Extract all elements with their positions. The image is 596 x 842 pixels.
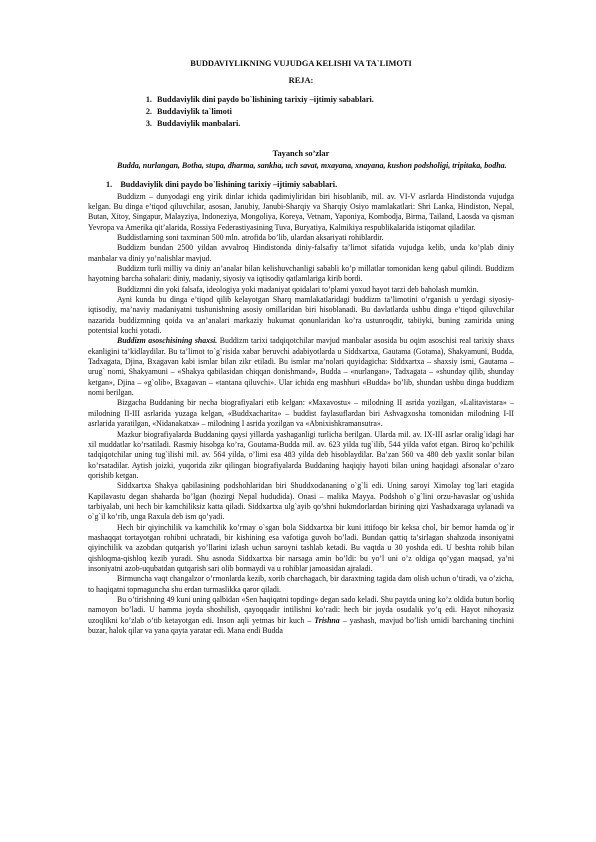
keywords-heading: Tayanch so’zlar — [272, 149, 330, 158]
paragraph-text: – yashash, mavjud bo’lish umidi barchaning tinchini buzar, halok qilar va yana qayta yaratar edi. Mana endi Budda — [88, 615, 514, 636]
paragraph: Buddistlarning soni taxminan 500 mln. atrofida bo’lib, ulardan aksariyati rohiblardir. — [117, 232, 384, 242]
plan-item: 1. Buddaviylik dini paydo bo`lishining tarixiy –ijtimiy sabablari. — [154, 94, 514, 106]
plan-list — [88, 94, 514, 130]
paragraph: Hech bir qiyinchilik va kamchilik ko’rmay o`sgan bola Siddxartxa bir kuni ittifoqo bir keksa chol, bir bemor hamda og`ir mashaqqat tortayotgan rohibni uchratadi, bir kishining esa vafotiga guvoh bo’ladi. Bundan qattiq ta’sirlagan shahzoda insoniyatni qiyinchilik va azobdan qutqarish yo’llarini izlash uchun saroyni tashlab ketadi. Bu vaqtda u 30 yoshda edi. U beshta rohib bilan qishloqma-qishloq kezib yuradi. Shu asnoda Siddxartxa bir narsaga amin bo’ldi: bu yo’l uni o’z oldiga qo’ygan maqsad, ya’ni insoniyatni azob-uqubatdan qutqarish sari olib bormaydi va u rohiblar jamoasidan ajraladi. — [88, 522, 514, 573]
paragraph: Buddizm bundan 2500 yildan avvalroq Hindistonda diniy-falsafiy ta’limot sifatida vujudga kelib, unda ko’plab diniy manbalar va diniy yo’nalishlar mavjud. — [88, 243, 514, 263]
section-heading: 1. Buddaviylik dini paydo bo`lishining tarixiy –ijtimiy sabablari. — [106, 179, 338, 189]
paragraph: Buddizmni din yoki falsafa, ideologiya yoki madaniyat qoidalari to’plami yoxud hayot tarzi deb baholash mumkin. — [117, 284, 479, 294]
paragraph-text: Buddizm tarixi tadqiqotchilar mavjud manbalar asosida bu oqim asoschisi real tarixiy shaxs ekanligini ta’kidlaydilar. Bu ta’limot to`g`risida xabar beruvchi adabiyotlarda u Siddxartxa, Gautama (Gotama), Shakyamuni, Budda, Tadxagata, Djina, Bxagavan kabi ismlar bilan zikr etiladi. Bu ismlar ma’nolari quyidagicha: Siddxartxa – shaxsiy ismi, Gautama – urug` nomi, Shakyamuni – «Shakya qabilasidan chiqqan donishmand», Budda – «nurlangan», Tadxagata – «shunday qilib, shunday ketgan», Djina – «g`olib», Bxagavan – «tantana qiluvchi». Ular ichida eng mashhuri «Budda» bo’lib, shundan ushbu dinga buddizm nomi berilgan. — [88, 336, 514, 398]
paragraph — [88, 336, 514, 398]
paragraph: Bizgacha Buddaning bir necha biografiyalari etib kelgan: «Maxavostu» – milodning II asrida yozilgan, «Lalitavistara» – milodning II-III asrlarida yuzaga kelgan, «Buddxacharita» – buddist faylasuflardan biri Ashvagxosha tomonidan milodning I-II asrlarida yaratilgan, «Nidanakatxa» – milodning I asrida yozilgan va «Abnixishkramansutra». — [88, 398, 514, 429]
paragraph: Birmuncha vaqt changalzor o’rmonlarda kezib, xorib charchagach, bir daraxtning tagida dam olish uchun o’tiradi, va o’zicha, to haqiqatni topmaguncha shu erdan turmaslikka qaror qiladi. — [88, 574, 514, 594]
paragraph: Buddizm turli milliy va diniy an’analar bilan kelishuvchanligi sababli ko’p millatlar tomonidan keng qabul qilindi. Buddizm hayotning barcha sohalari: diniy, madaniy, siyosiy va iqtisodiy qatlamlariga kirib bordi. — [88, 264, 514, 284]
plan-heading: REJA: — [288, 76, 314, 85]
document-body — [88, 58, 514, 636]
plan-item: 2. Buddaviylik ta`limoti — [154, 106, 514, 118]
paragraph: Mazkur biografiyalarda Buddaning qaysi yillarda yashaganligi turlicha berilgan. Ularda mil. av. IX-III asrlar oralig`idagi har xil muddatlar ko’rsatiladi. Rasmiy hisobga ko’ra, Goutama-Budda mil. av. 623 yilda tug`ilib, 544 yilda vafot etgan. Biroq ko’pchilik tadqiqotchilar uning tug`ilishi mil. av. 564 yilda, o’limi esa 483 yilda deb hisoblaydilar. Ba’zan 560 va 480 deb yaxlit sonlar bilan ko’rsatadilar. Aytish joizki, yuqorida zikr qilingan biografiyalarda Buddaning haqiqiy hayoti bilan uning haqidagi afsonalar o’zaro qorishib ketgan. — [88, 429, 514, 480]
paragraph: Siddxartxa Shakya qabilasining podshohlaridan biri Shuddxodananing o`g`li edi. Uning saroyi Ximolay tog`lari etagida Kapilavastu degan shaharda bo’lgan (hozirgi Nepal hududida). Onasi – malika Mayya. Podshoh o`g`lini orzu-havaslar og`ushida tarbiyalab, uni hech bir kamchiliksiz katta qiladi. Siddxartxa ulg`ayib qo’shni hukmdorlardan birining qizi Yashadxaraga uylanadi va o`g`il ko’rib, unga Raxula deb ism qo’yadi. — [88, 481, 514, 522]
emphasized-term: Trishna — [314, 615, 340, 625]
keywords-list: Budda, nurlangan, Botha, stupa, dharma, sankha, uch savat, mxayana, xnayana, kushon podsholigi, tripitaka, bodha. — [117, 161, 507, 170]
paragraph: Buddizm – dunyodagi eng yirik dinlar ichida qadimiyliridan biri hisoblanib, mil. av. VI-V asrlarda Hindistonda vujudga kelgan. Bu dinga e’tiqod qiluvchilar, asosan, Janubiy, Janubi-Sharqiy va Sharqiy Osiyo mamlakatlari: Shri Lanka, Hindiston, Nepal, Butan, Xitoy, Singapur, Malayziya, Indoneziya, Mongoliya, Koreya, Vetnam, Yaponiya, Kombodja, Birma, Tailand, Laosda va qisman Yevropa va Amerika qit’alarida, Rossiya Federastiyasining Tuva, Buryatiya, Kalmikiya respublikalarida istiqomat qiladilar. — [88, 191, 514, 232]
plan-item: 3. Buddaviylik manbalari. — [154, 118, 514, 130]
paragraph-lead: Buddizm asoschisining shaxsi. — [117, 336, 218, 346]
document-title: BUDDAVIYLIKNING VUJUDGA KELISHI VA TA`LIMOTI — [190, 59, 412, 68]
paragraph: Ayni kunda bu dinga e’tiqod qilib kelayotgan Sharq mamlakatlaridagi buddizm ta’limotini o’rganish u yerdagi siyosiy-iqtisodiy, ma’naviy madaniyatni tushunishning asosiy omillaridan biri hisoblanadi. Bu davlatlarda ushbu dinga e’tiqod qiluvchilar nazarida buddizmning qoida va an’analari markaziy hukumat qonunlaridan ko’ra ustunroqdir, tabiiyki, buning zamirida uning potentsial kuchi yotadi. — [88, 295, 514, 336]
paragraph-text: Bu o’tirishning 49 kuni uning qalbidan «Sen haqiqatni topding» degan sado keladi. Shu paytda uning ko’z oldida butun borliq namoyon bo’ladi. U hamma joyda shoshilish, qayoqqadir intilishni ko’radi: hech bir joyda osudalik yo’q edi. Hayot nihoyasiz uzoqlikni ko’zlab o’tib ketayotgan edi. Inson aqli yetmas bir kuch – — [88, 595, 514, 625]
paragraph — [88, 595, 514, 636]
